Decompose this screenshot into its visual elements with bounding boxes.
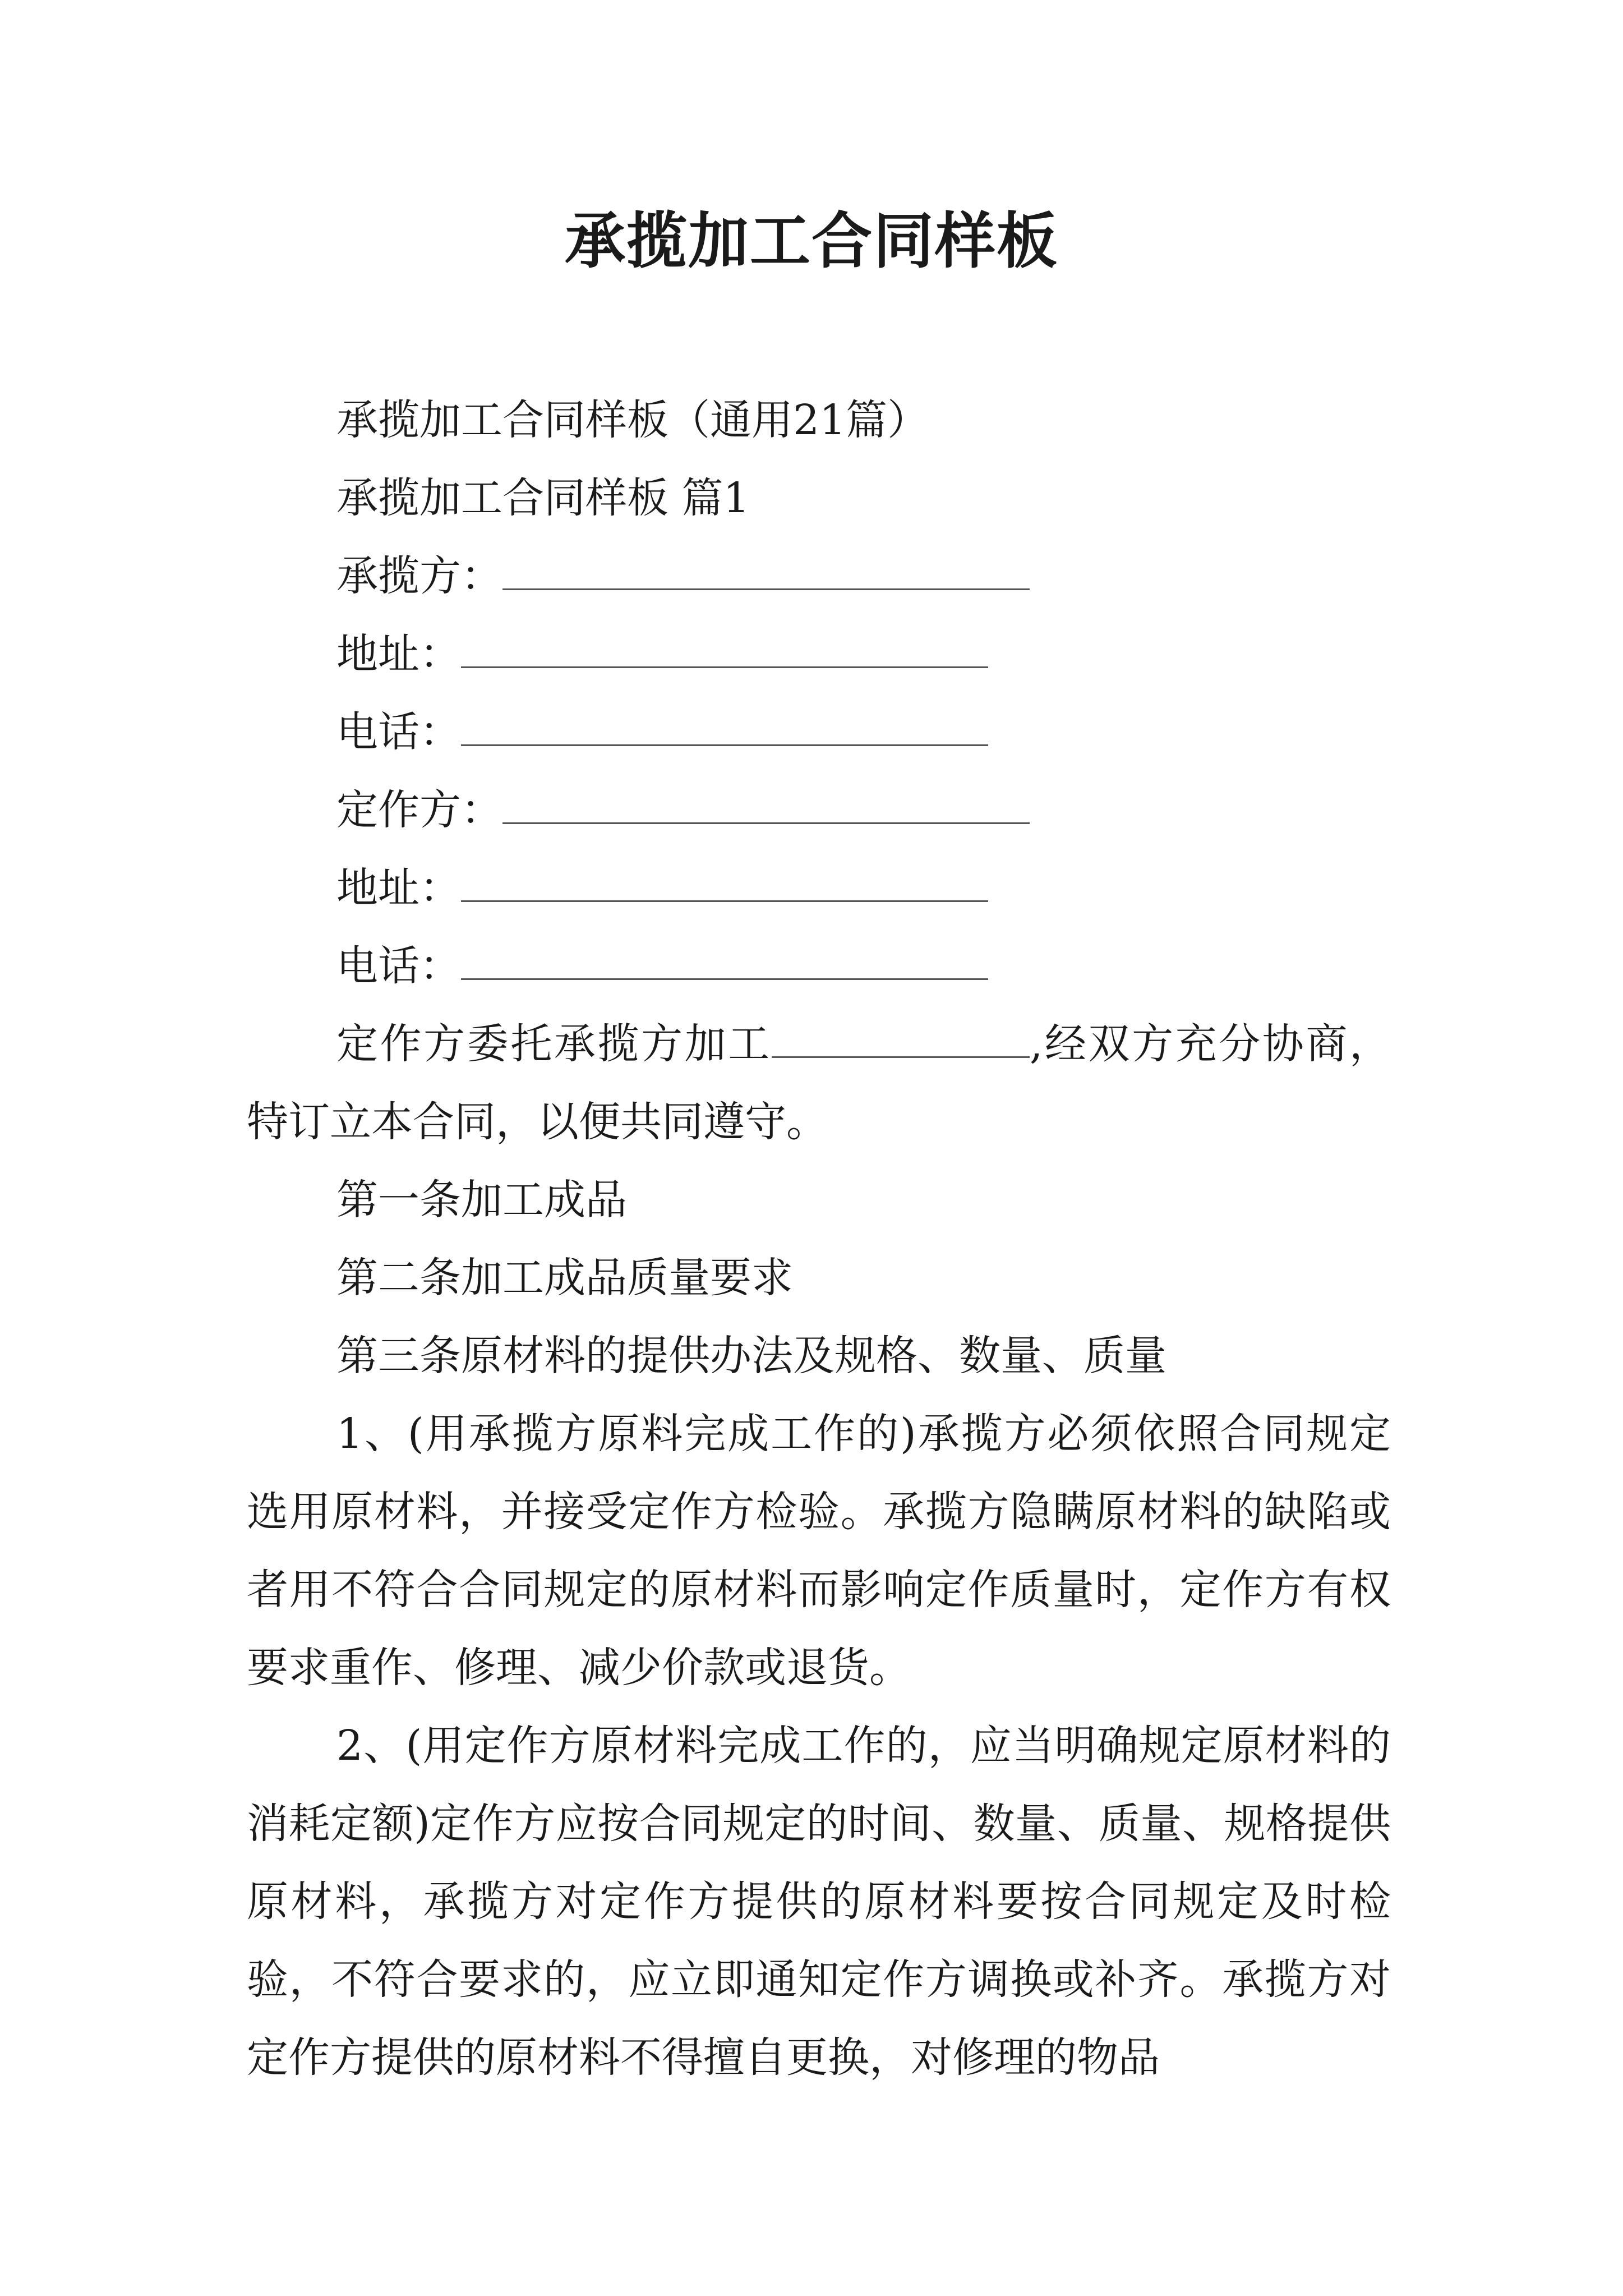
document-subtitle: 承揽加工合同样板（通用21篇） bbox=[336, 396, 929, 444]
field-contractor bbox=[247, 537, 1391, 615]
field-orderer bbox=[247, 771, 1391, 849]
blank-line bbox=[461, 698, 988, 746]
article-2: 第二条加工成品质量要求 bbox=[336, 1254, 793, 1302]
field-label: 电话： bbox=[336, 942, 461, 990]
blank-line bbox=[772, 1010, 1030, 1058]
field-orderer-phone bbox=[247, 927, 1391, 1005]
clause-2: 2、(用定作方原材料完成工作的，应当明确规定原材料的消耗定额)定作方应按合同规定的时间、数量、质量、规格提供原材料，承揽方对定作方提供的原材料要按合同规定及时检验，不符合要求的，应立即通知定作方调换或补齐。承揽方对定作方提供的原材料不得擅自更换，对修理的物品 bbox=[247, 1722, 1391, 2082]
field-label: 承揽方： bbox=[336, 552, 502, 600]
field-orderer-address bbox=[247, 849, 1391, 927]
field-label: 定作方： bbox=[336, 786, 502, 834]
article-1: 第一条加工成品 bbox=[336, 1176, 627, 1224]
field-contractor-address bbox=[247, 615, 1391, 693]
intro-text-part1: 定作方委托承揽方加工 bbox=[336, 1020, 772, 1068]
blank-line bbox=[461, 932, 988, 980]
blank-line bbox=[461, 620, 988, 668]
intro-text-part2: ,经双方充分协商，特订立本合同，以便共同遵守。 bbox=[247, 1020, 1391, 1146]
field-contractor-phone bbox=[247, 693, 1391, 771]
article-3: 第三条原材料的提供办法及规格、数量、质量 bbox=[336, 1332, 1166, 1380]
clause-1: 1、(用承揽方原料完成工作的)承揽方必须依照合同规定选用原材料，并接受定作方检验。承揽方隐瞒原材料的缺陷或者用不符合合同规定的原材料而影响定作质量时，定作方有权要求重作、修理、减少价款或退货。 bbox=[247, 1410, 1391, 1692]
document-title: 承揽加工合同样板 bbox=[564, 206, 1058, 277]
blank-line bbox=[502, 776, 1030, 824]
intro-paragraph bbox=[247, 1005, 1391, 1161]
blank-line bbox=[502, 542, 1030, 590]
section-heading: 承揽加工合同样板 篇1 bbox=[336, 474, 750, 522]
field-label: 电话： bbox=[336, 708, 461, 756]
field-label: 地址： bbox=[336, 864, 461, 912]
blank-line bbox=[461, 854, 988, 902]
field-label: 地址： bbox=[336, 630, 461, 678]
document-body bbox=[247, 381, 1391, 2097]
